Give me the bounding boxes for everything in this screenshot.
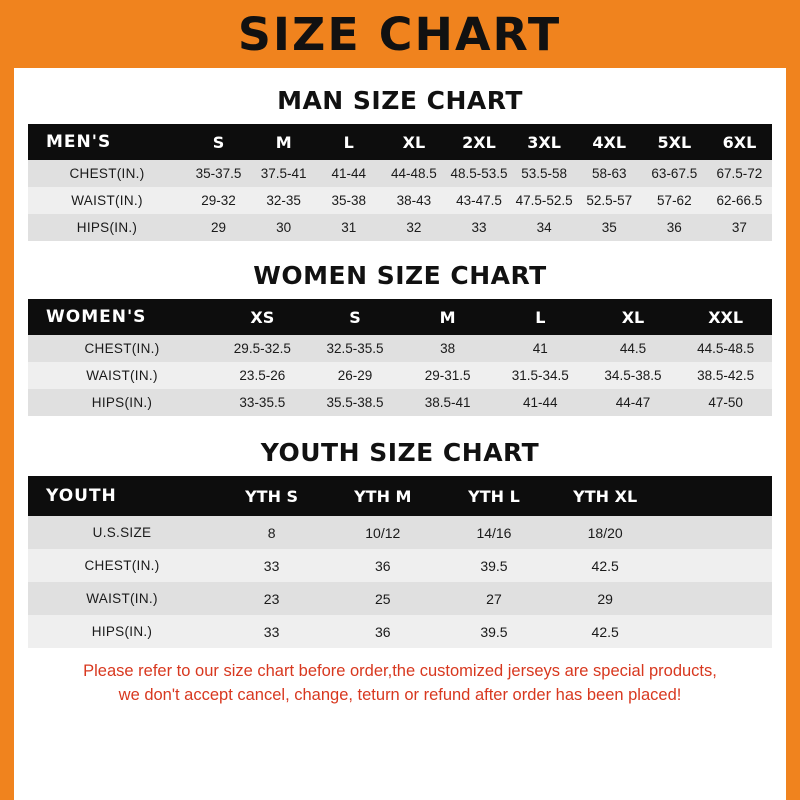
cell: 23.5-26	[216, 362, 309, 389]
men-size-table	[28, 124, 772, 241]
footer-note-line-1: Please refer to our size chart before order,the customized jerseys are special products,	[83, 662, 717, 680]
row-label: CHEST(IN.)	[28, 549, 216, 582]
column-header: 2XL	[446, 124, 511, 160]
cell: 53.5-58	[512, 160, 577, 187]
cell: 38	[401, 335, 494, 362]
cell: 27	[438, 582, 549, 615]
cell-empty	[661, 582, 772, 615]
cell: 29-31.5	[401, 362, 494, 389]
table-header-row	[28, 476, 772, 516]
column-header: L	[316, 124, 381, 160]
column-header: 3XL	[512, 124, 577, 160]
table-header-row	[28, 124, 772, 160]
cell: 23	[216, 582, 327, 615]
section-title-men: MAN SIZE CHART	[277, 86, 523, 115]
cell: 10/12	[327, 516, 438, 549]
column-header: L	[494, 299, 587, 335]
cell: 32.5-35.5	[309, 335, 402, 362]
row-label: U.S.SIZE	[28, 516, 216, 549]
cell: 14/16	[438, 516, 549, 549]
cell: 33-35.5	[216, 389, 309, 416]
section-title-women: WOMEN SIZE CHART	[253, 261, 547, 290]
table-row	[28, 362, 772, 389]
cell: 30	[251, 214, 316, 241]
cell: 29	[550, 582, 661, 615]
cell: 43-47.5	[446, 187, 511, 214]
cell: 36	[327, 549, 438, 582]
column-header: 6XL	[707, 124, 772, 160]
column-header: YTH L	[438, 476, 549, 516]
cell: 32	[381, 214, 446, 241]
table-corner-youth: YOUTH	[28, 476, 216, 516]
cell: 29-32	[186, 187, 251, 214]
table-row	[28, 389, 772, 416]
page-title: SIZE CHART	[238, 7, 562, 61]
banner	[0, 0, 800, 68]
cell: 8	[216, 516, 327, 549]
cell: 35-38	[316, 187, 381, 214]
column-header: M	[251, 124, 316, 160]
cell: 31	[316, 214, 381, 241]
cell: 37.5-41	[251, 160, 316, 187]
section-title-youth: YOUTH SIZE CHART	[260, 438, 540, 467]
cell: 57-62	[642, 187, 707, 214]
cell: 33	[216, 615, 327, 648]
cell: 36	[327, 615, 438, 648]
column-header: M	[401, 299, 494, 335]
cell: 37	[707, 214, 772, 241]
row-label: WAIST(IN.)	[28, 187, 186, 214]
cell: 39.5	[438, 615, 549, 648]
cell: 36	[642, 214, 707, 241]
cell: 52.5-57	[577, 187, 642, 214]
cell: 44-48.5	[381, 160, 446, 187]
cell: 29.5-32.5	[216, 335, 309, 362]
column-header: XS	[216, 299, 309, 335]
cell: 25	[327, 582, 438, 615]
row-label: HIPS(IN.)	[28, 214, 186, 241]
row-label: WAIST(IN.)	[28, 582, 216, 615]
row-label: HIPS(IN.)	[28, 615, 216, 648]
cell: 26-29	[309, 362, 402, 389]
row-label: CHEST(IN.)	[28, 160, 186, 187]
cell: 35-37.5	[186, 160, 251, 187]
youth-size-table	[28, 476, 772, 648]
table-row	[28, 549, 772, 582]
column-header: 5XL	[642, 124, 707, 160]
column-header: XL	[381, 124, 446, 160]
column-header: S	[309, 299, 402, 335]
cell: 47-50	[679, 389, 772, 416]
cell: 42.5	[550, 615, 661, 648]
cell: 63-67.5	[642, 160, 707, 187]
cell: 44-47	[587, 389, 680, 416]
table-corner-women: WOMEN'S	[28, 299, 216, 335]
table-row	[28, 615, 772, 648]
column-header: XL	[587, 299, 680, 335]
column-header: XXL	[679, 299, 772, 335]
table-row	[28, 335, 772, 362]
cell: 44.5	[587, 335, 680, 362]
cell: 33	[216, 549, 327, 582]
row-label: HIPS(IN.)	[28, 389, 216, 416]
column-header: 4XL	[577, 124, 642, 160]
table-row	[28, 160, 772, 187]
cell: 47.5-52.5	[512, 187, 577, 214]
cell: 67.5-72	[707, 160, 772, 187]
cell: 35.5-38.5	[309, 389, 402, 416]
cell: 35	[577, 214, 642, 241]
table-row	[28, 582, 772, 615]
cell: 41-44	[316, 160, 381, 187]
cell: 38.5-42.5	[679, 362, 772, 389]
column-header-empty	[661, 476, 772, 516]
cell: 41-44	[494, 389, 587, 416]
cell: 34	[512, 214, 577, 241]
cell: 42.5	[550, 549, 661, 582]
cell: 44.5-48.5	[679, 335, 772, 362]
cell: 48.5-53.5	[446, 160, 511, 187]
table-row	[28, 516, 772, 549]
column-header: S	[186, 124, 251, 160]
column-header: YTH S	[216, 476, 327, 516]
row-label: WAIST(IN.)	[28, 362, 216, 389]
footer-note	[32, 660, 768, 708]
cell: 32-35	[251, 187, 316, 214]
cell: 18/20	[550, 516, 661, 549]
table-row	[28, 214, 772, 241]
footer-note-line-2: we don't accept cancel, change, teturn or refund after order has been placed!	[118, 685, 682, 704]
row-label: CHEST(IN.)	[28, 335, 216, 362]
cell: 58-63	[577, 160, 642, 187]
cell: 31.5-34.5	[494, 362, 587, 389]
cell: 38.5-41	[401, 389, 494, 416]
table-corner-men: MEN'S	[28, 124, 186, 160]
table-header-row	[28, 299, 772, 335]
cell-empty	[661, 549, 772, 582]
women-size-table	[28, 299, 772, 416]
cell-empty	[661, 516, 772, 549]
table-row	[28, 187, 772, 214]
cell: 41	[494, 335, 587, 362]
cell: 38-43	[381, 187, 446, 214]
cell: 34.5-38.5	[587, 362, 680, 389]
content	[14, 68, 786, 800]
column-header: YTH M	[327, 476, 438, 516]
cell: 29	[186, 214, 251, 241]
cell: 39.5	[438, 549, 549, 582]
column-header: YTH XL	[550, 476, 661, 516]
cell: 33	[446, 214, 511, 241]
cell-empty	[661, 615, 772, 648]
cell: 62-66.5	[707, 187, 772, 214]
